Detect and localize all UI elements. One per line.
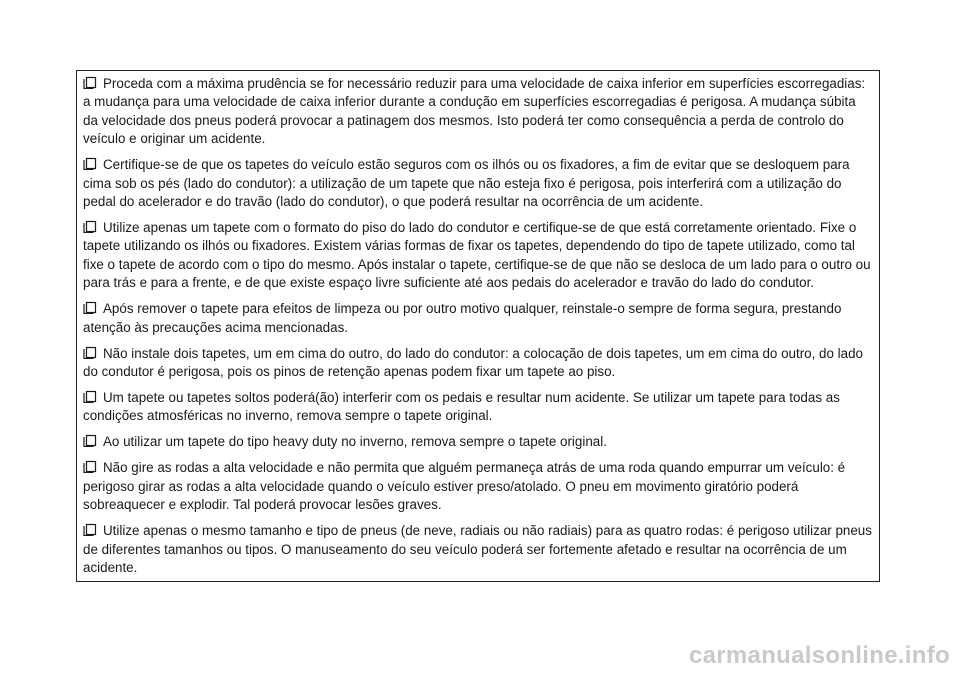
warning-text: Após remover o tapete para efeitos de limpeza ou por outro motivo qualquer, reinstale-o sempre de forma segura, prestando atenção às precauções acima mencionadas. xyxy=(83,301,842,335)
warning-text: Utilize apenas um tapete com o formato do piso do lado do condutor e certifique-se de que está corretamente orientado. Fixe o tapete utilizando os ilhós ou fixadores. Existem várias formas de fixar os tapetes, dependendo do tipo de tapete utilizado, como tal fixe o tapete de acordo com o tipo do mesmo. Após instalar o tapete, certifique-se de que não se desloca de um lado para o outro ou para trás e para a frente, e de que existe espaço livre suficiente até aos pedais do acelerador e travão do lado do condutor. xyxy=(83,220,871,291)
warning-paragraph-7 xyxy=(83,433,874,451)
warning-paragraph-9 xyxy=(83,522,874,577)
warning-bookmark-icon xyxy=(83,301,101,314)
warning-bookmark-icon xyxy=(83,460,101,473)
warning-bookmark-icon xyxy=(83,220,101,233)
warning-text: Utilize apenas o mesmo tamanho e tipo de pneus (de neve, radiais ou não radiais) para as quatro rodas: é perigoso utilizar pneus de diferentes tamanhos ou tipos. O manuseamento do seu veículo poderá ser fortemente afetado e resultar na ocorrência de um acidente. xyxy=(83,523,872,576)
warning-bookmark-icon xyxy=(83,390,101,403)
warning-paragraph-3 xyxy=(83,219,874,293)
warning-text: Um tapete ou tapetes soltos poderá(ão) interferir com os pedais e resultar num acidente. Se utilizar um tapete para todas as condições atmosféricas no inverno, remova sempre o tapete original. xyxy=(83,390,840,424)
warning-bookmark-icon xyxy=(83,434,101,447)
warning-text: Ao utilizar um tapete do tipo heavy duty no inverno, remova sempre o tapete original. xyxy=(103,434,607,450)
warning-box xyxy=(76,70,880,582)
warning-text: Certifique-se de que os tapetes do veículo estão seguros com os ilhós ou os fixadores, a fim de evitar que se desloquem para cima sob os pés (lado do condutor): a utilização de um tapete que não esteja fixo é perigosa, pois interferirá com a utilização do pedal do acelerador e do travão (lado do condutor), o que poderá resultar na ocorrência de um acidente. xyxy=(83,157,850,210)
warning-paragraph-6 xyxy=(83,389,874,426)
warning-paragraph-2 xyxy=(83,156,874,211)
warning-bookmark-icon xyxy=(83,76,101,89)
warning-paragraph-1 xyxy=(83,75,874,149)
warning-paragraph-4 xyxy=(83,300,874,337)
warning-text: Não instale dois tapetes, um em cima do outro, do lado do condutor: a colocação de dois tapetes, um em cima do outro, do lado do condutor é perigosa, pois os pinos de retenção apenas podem fixar um tapete ao piso. xyxy=(83,345,863,380)
warning-paragraph-8 xyxy=(83,459,874,514)
warning-bookmark-icon xyxy=(83,157,101,170)
warning-paragraph-5 xyxy=(83,345,874,382)
warning-text: Proceda com a máxima prudência se for necessário reduzir para uma velocidade de caixa inferior em superfícies escorregadias: a mudança para uma velocidade de caixa inferior durante a condução em superfícies escorregadias é perigosa. A mudança súbita da velocidade dos pneus poderá provocar a patinagem dos mesmos. Isto poderá ter como consequência a perda de controlo do veículo e originar um acidente. xyxy=(83,76,866,147)
warning-bookmark-icon xyxy=(83,346,101,359)
warning-bookmark-icon xyxy=(83,523,101,536)
site-watermark: carmanualsonline.info xyxy=(688,642,950,669)
warning-text: Não gire as rodas a alta velocidade e não permita que alguém permaneça atrás de uma roda quando empurrar um veículo: é perigoso girar as rodas a alta velocidade quando o veículo estiver preso/atolado. O pneu em movimento giratório poderá sobreaquecer e explodir. Tal poderá provocar lesões graves. xyxy=(83,460,846,513)
